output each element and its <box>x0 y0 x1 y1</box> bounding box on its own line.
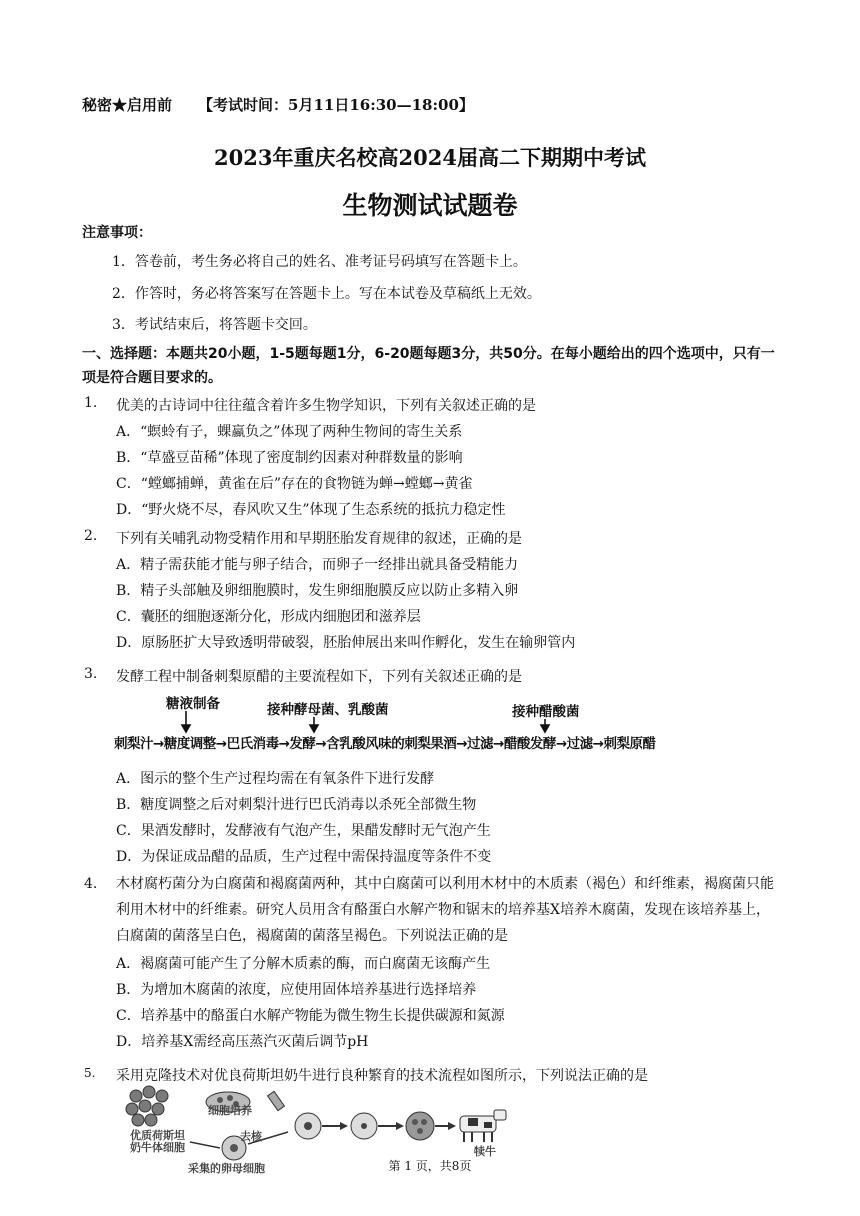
question-number: 2. <box>84 528 98 544</box>
diagram-label-calf: 犊牛 <box>474 1145 496 1158</box>
exam-title: 2023年重庆名校高2024届高二下期期中考试 <box>214 145 646 170</box>
confidential-mark: 秘密★启用前 <box>82 96 173 114</box>
option-b: B．“草盛豆苗稀”体现了密度制约因素对种群数量的影响 <box>116 450 463 466</box>
pipette-icon <box>268 1091 285 1110</box>
option-d: D．原肠胚扩大导致透明带破裂，胚胎伸展出来叫作孵化，发生在输卵管内 <box>116 635 576 651</box>
question-number: 4. <box>84 876 98 892</box>
diagram-label-cells: 优质荷斯坦 奶牛体细胞 <box>130 1129 185 1154</box>
paper-title: 生物测试试题卷 <box>342 191 518 220</box>
option-a: A．图示的整个生产过程均需在有氧条件下进行发酵 <box>116 771 435 787</box>
question-number: 3. <box>84 666 98 682</box>
somatic-cells-icon <box>126 1086 168 1126</box>
option-c: C．“螳螂捕蝉，黄雀在后”存在的食物链为蝉→螳螂→黄雀 <box>116 476 473 492</box>
page-footer: 第 1 页，共8页 <box>388 1159 472 1173</box>
notice-item: 3．考试结束后，将答题卡交回。 <box>112 317 317 333</box>
option-b: B．糖度调整之后对刺梨汁进行巴氏消毒以杀死全部微生物 <box>116 797 477 813</box>
question-number: 1. <box>84 395 98 411</box>
exam-time: 【考试时间：5月11日16:30—18:00】 <box>198 96 474 114</box>
option-c: C．囊胚的细胞逐渐分化，形成内细胞团和滋养层 <box>116 609 421 625</box>
flow-label-yeast: 接种酵母菌、乳酸菌 <box>267 702 389 718</box>
question-stem: 发酵工程中制备刺梨原醋的主要流程如下，下列有关叙述正确的是 <box>116 669 522 685</box>
blastocyst-icon <box>406 1112 434 1140</box>
option-a: A．“螟蛉有子，蜾蠃负之”体现了两种生物间的寄生关系 <box>116 424 463 440</box>
question-stem: 下列有关哺乳动物受精作用和早期胚胎发育规律的叙述，正确的是 <box>116 531 522 547</box>
flow-label-sugar: 糖液制备 <box>166 696 220 712</box>
option-a: A．褐腐菌可能产生了分解木质素的酶，而白腐菌无该酶产生 <box>116 956 491 972</box>
question-stem: 采用克隆技术对优良荷斯坦奶牛进行良种繁育的技术流程如图所示，下列说法正确的是 <box>116 1068 648 1084</box>
diagram-label-enucleate: 去核 <box>240 1130 262 1143</box>
option-a: A．精子需获能才能与卵子结合，而卵子一经排出就具备受精能力 <box>116 557 519 573</box>
option-d: D．“野火烧不尽，春风吹又生”体现了生态系统的抵抗力稳定性 <box>116 502 506 518</box>
section-heading: 一、选择题：本题共20小题，1-5题每题1分，6-20题每题3分，共50分。在每小题给出的四个选项中，只有一项是符合题目要求的。 <box>82 346 775 386</box>
question-stem: 优美的古诗词中往往蕴含着许多生物学知识，下列有关叙述正确的是 <box>116 398 536 414</box>
flow-process-line: 刺梨汁→糖度调整→巴氏消毒→发酵→含乳酸风味的刺梨果酒→过滤→醋酸发酵→过滤→刺梨原醋 <box>114 736 656 752</box>
question-number: 5. <box>84 1066 96 1080</box>
notice-item: 1．答卷前，考生务必将自己的姓名、准考证号码填写在答题卡上。 <box>112 254 527 270</box>
option-b: B．为增加木腐菌的浓度，应使用固体培养基进行选择培养 <box>116 982 477 998</box>
question-stem: 木材腐朽菌分为白腐菌和褐腐菌两种，其中白腐菌可以利用木材中的木质素（褐色）和纤维素，褐腐菌只能利用木材中的纤维素。研究人员用含有酪蛋白水解产物和锯末的培养基X培养木腐菌，发现在该培养基上，白腐菌的菌落呈白色，褐腐菌的菌落呈褐色。下列说法正确的是 <box>116 876 774 944</box>
notice-heading: 注意事项： <box>82 225 152 241</box>
option-d: D．为保证成品醋的品质，生产过程中需保持温度等条件不变 <box>116 849 492 865</box>
option-b: B．精子头部触及卵细胞膜时，发生卵细胞膜反应以防止多精入卵 <box>116 583 519 599</box>
option-c: C．培养基中的酪蛋白水解产物能为微生物生长提供碳源和氮源 <box>116 1008 505 1024</box>
diagram-label-oocyte: 采集的卵母细胞 <box>188 1162 265 1175</box>
flow-label-acetic: 接种醋酸菌 <box>512 704 580 720</box>
diagram-label-culture: 细胞培养 <box>208 1104 252 1117</box>
calf-icon <box>460 1110 506 1142</box>
option-d: D．培养基X需经高压蒸汽灭菌后调节pH <box>116 1034 369 1050</box>
notice-item: 2．作答时，务必将答案写在答题卡上。写在本试卷及草稿纸上无效。 <box>112 286 541 302</box>
option-c: C．果酒发酵时，发酵液有气泡产生，果醋发酵时无气泡产生 <box>116 823 491 839</box>
